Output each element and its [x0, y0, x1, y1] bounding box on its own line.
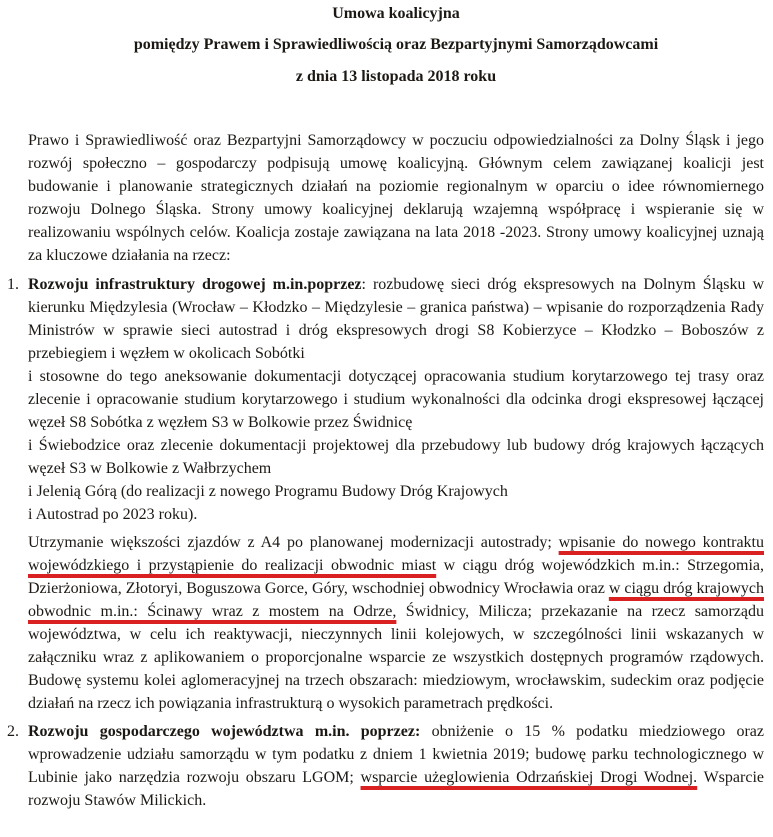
item-1b-seg3: Świdnicy, Milicza; przekazanie na rzecz samorządu województwa, w celu ich reaktywacji, nieczynnych linii kolejowych, w szczególności linii wskazanych w załączniku wraz z aplikowaniem o proporcjonalne wsparcie ze wszystkich dostępnych programów rządowych. Budowę systemu kolei aglomeracyjnej na trzech obszarach: miedziowym, wrocławskim, sudeckim oraz podjęcie działań na rzecz ich powiązania infrastrukturą o wysokich parametrach prędkości. — [28, 603, 765, 712]
item-1-paragraph-a — [28, 273, 764, 526]
document-title: Umowa koalicyjna — [332, 5, 460, 22]
item-1-number: 1. — [7, 276, 19, 293]
item-1-seg2: i stosowne do tego aneksowanie dokumentacji dotyczącej opracowania studium korytarzowego tej trasy oraz zlecenie i opracowanie studium korytarzowego i studium wykonalności dla odcinka drogi ekspresowej łączącej węzeł S8 Sobótka z węzłem S3 w Bolkowie przez Świdnicę — [28, 368, 764, 431]
document-header — [28, 4, 764, 87]
list-item-economic-development — [7, 720, 765, 812]
item-2-seg2: Wsparcie rozwoju Stawów Milickich. — [28, 769, 764, 809]
item-2-lead: Rozwoju gospodarczego województwa m.in. poprzez: — [28, 723, 421, 740]
document-subtitle: pomiędzy Prawem i Sprawiedliwością oraz Bezpartyjnymi Samorządowcami — [133, 36, 659, 53]
list-item-road-infrastructure — [7, 273, 765, 715]
item-2-paragraph — [28, 720, 764, 812]
red-underlined-phrase-3: wsparcie użeglowienia Odrzańskiej Drogi Wodnej. — [360, 769, 698, 786]
red-underlined-phrase-1: wpisanie do nowego kontraktu wojewódzkiego i przystąpienie do realizacji obwodnic miast — [28, 534, 764, 574]
item-1-seg5: i Autostrad po 2023 roku). — [28, 506, 198, 523]
document-date-line: z dnia 13 listopada 2018 roku — [295, 68, 497, 85]
key-actions-list — [7, 273, 765, 812]
item-1b-seg1: Utrzymanie większości zjazdów z A4 po planowanej modernizacji autostrady; — [28, 534, 559, 551]
item-1-lead: Rozwoju infrastruktury drogowej m.in.poprzez — [28, 276, 362, 293]
item-2-number: 2. — [7, 723, 19, 740]
item-1b-seg2: w ciągu dróg wojewódzkich m.in.: Strzegomia, Dzierżoniowa, Złotoryi, Boguszowa Gorce, Góry, wschodniej obwodnicy Wrocławia oraz — [28, 557, 764, 597]
item-1-paragraph-b — [28, 531, 764, 715]
item-1-seg4: i Jelenią Górą (do realizacji z nowego Programu Budowy Dróg Krajowych — [28, 483, 508, 500]
item-1-seg1: : rozbudowę sieci dróg ekspresowych na Dolnym Śląsku w kierunku Międzylesia (Wrocław – Kłodzko – Międzylesie – granica państwa) – wpisanie do rozporządzenia Rady Ministrów w sprawie sieci autostrad i dróg ekspresowych drogi S8 Kobierzyce – Kłodzko – Boboszów z przebiegiem i węzłem w okolicach Sobótki — [28, 276, 765, 362]
item-1-seg3: i Świebodzice oraz zlecenie dokumentacji projektowej dla przebudowy lub budowy dróg krajowych łączących węzeł S3 w Bolkowie z Wałbrzychem — [28, 437, 764, 477]
intro-paragraph: Prawo i Sprawiedliwość oraz Bezpartyjni Samorządowcy w poczuciu odpowiedzialności za Dolny Śląsk i jego rozwój społeczno – gospodarczy podpisują umowę koalicyjną. Głównym celem zawiązanej koalicji jest budowanie i planowanie strategicznych działań na poziomie regionalnym w oparciu o idee równomiernego rozwoju Dolnego Śląska. Strony umowy koalicyjnej deklarują wzajemną współpracę i wspieranie się w realizowaniu wspólnych celów. Koalicja zostaje zawiązana na lata 2018 -2023. Strony umowy koalicyjnej uznają za kluczowe działania na rzecz: — [28, 132, 764, 264]
red-underlined-phrase-2: w ciągu dróg krajowych obwodnic m.in.: Ścinawy wraz z mostem na Odrze, — [28, 580, 765, 620]
item-2-seg1: obniżenie o 15 % podatku miedziowego oraz wprowadzenie udziału samorządu w tym podatku z dniem 1 kwietnia 2019; budowę parku technologicznego w Lubinie jako narzędzia rozwoju obszaru LGOM; — [28, 723, 765, 786]
